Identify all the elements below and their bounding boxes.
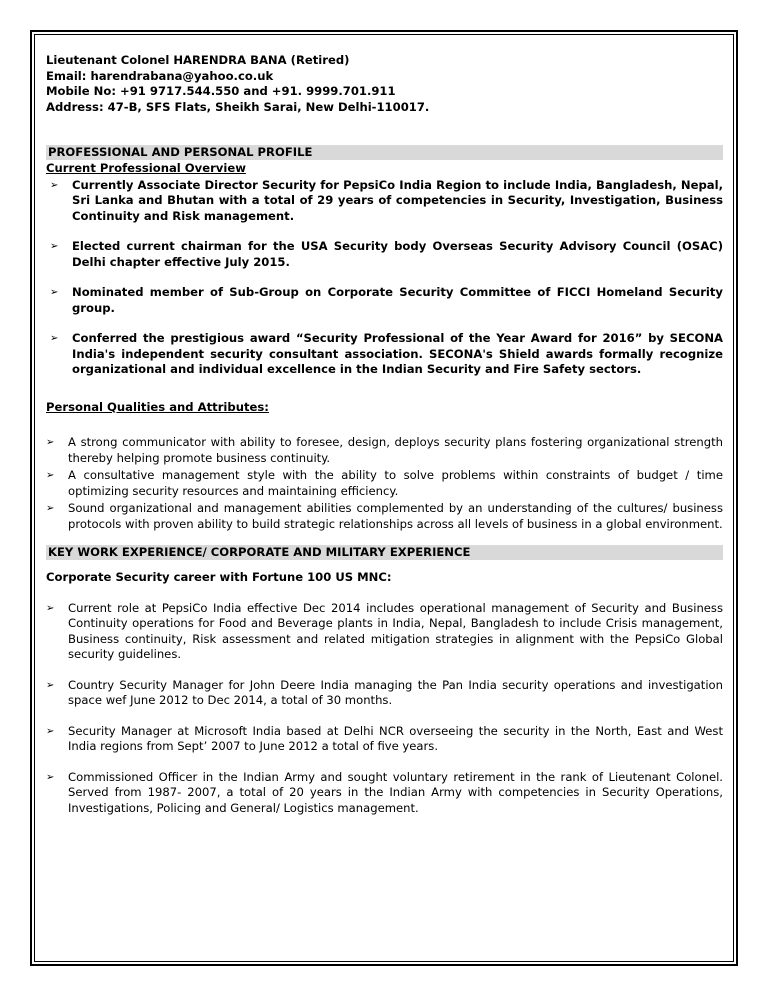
overview-list: [46, 178, 723, 378]
list-item-text: Currently Associate Director Security for PepsiCo India Region to include India, Bangladesh, Nepal, Sri Lanka and Bhutan with a total of 29 years of competencies in Security, Investigation, Business Continuity and Risk management.: [72, 177, 723, 223]
list-item-text: Security Manager at Microsoft India based at Delhi NCR overseeing the security in the North, East and West India regions from Sept’ 2007 to June 2012 a total of five years.: [68, 723, 723, 753]
profile-section-heading: PROFESSIONAL AND PERSONAL PROFILE: [46, 145, 723, 160]
list-item: [46, 468, 723, 499]
arrow-bullet-icon: ➢: [46, 503, 55, 514]
list-item: [46, 724, 723, 755]
list-item-text: Commissioned Officer in the Indian Army and sought voluntary retirement in the rank of Lieutenant Colonel. Served from 1987- 2007, a total of 20 years in the Indian Army with competencies in Security Operations, Investigations, Policing and General/ Logistics management.: [68, 769, 723, 815]
arrow-bullet-icon: ➢: [46, 602, 55, 614]
list-item: [46, 239, 723, 270]
list-item-text: Sound organizational and management abilities complemented by an understanding of the cultures/ business protocols with proven ability to build strategic relationships across all levels of business in a global environment.: [68, 501, 723, 531]
arrow-bullet-icon: ➢: [46, 470, 55, 481]
contact-header: [46, 53, 723, 115]
list-item-text: Nominated member of Sub-Group on Corporate Security Committee of FICCI Homeland Security group.: [72, 285, 723, 315]
experience-subtitle: Corporate Security career with Fortune 100 US MNC:: [46, 570, 392, 584]
arrow-bullet-icon: ➢: [50, 179, 59, 191]
list-item: [46, 501, 723, 532]
arrow-bullet-icon: ➢: [46, 771, 55, 783]
list-item: [46, 435, 723, 466]
list-item-text: A strong communicator with ability to foresee, design, deploys security plans fostering organizational strength thereby helping promote business continuity.: [68, 435, 723, 465]
experience-section-heading: KEY WORK EXPERIENCE/ CORPORATE AND MILITARY EXPERIENCE: [46, 545, 723, 560]
resume-document: [46, 53, 723, 816]
address-line: Address: 47-B, SFS Flats, Sheikh Sarai, New Delhi-110017.: [46, 99, 430, 114]
list-item: [46, 601, 723, 663]
list-item-text: A consultative management style with the ability to solve problems within constraints of budget / time optimizing security resources and maintaining efficiency.: [68, 468, 723, 498]
arrow-bullet-icon: ➢: [46, 725, 55, 737]
candidate-name: Lieutenant Colonel HARENDRA BANA (Retired): [46, 53, 350, 67]
arrow-bullet-icon: ➢: [46, 437, 55, 448]
list-item: [46, 331, 723, 378]
qualities-list: [46, 435, 723, 532]
list-item: [46, 770, 723, 817]
list-item-text: Conferred the prestigious award “Security Professional of the Year Award for 2016” by SECONA India's independent security consultant association. SECONA's Shield awards formally recognize organizational and individual excellence in the Indian Security and Fire Safety sectors.: [72, 331, 723, 376]
qualities-heading: Personal Qualities and Attributes:: [46, 399, 269, 414]
arrow-bullet-icon: ➢: [50, 287, 59, 298]
arrow-bullet-icon: ➢: [46, 679, 55, 691]
mobile-line: Mobile No: +91 9717.544.550 and +91. 9999.701.911: [46, 84, 396, 98]
arrow-bullet-icon: ➢: [50, 241, 59, 252]
email-line: Email: harendrabana@yahoo.co.uk: [46, 68, 274, 83]
list-item-text: Current role at PepsiCo India effective Dec 2014 includes operational management of Security and Business Continuity operations for Food and Beverage plants in India, Nepal, Bangladesh to include Crisis management, Business continuity, Risk assessment and related mitigation strategies in alignment with the PepsiCo Global security guidelines.: [68, 600, 723, 661]
list-item: [46, 285, 723, 316]
list-item-text: Country Security Manager for John Deere India managing the Pan India security operations and investigation space wef June 2012 to Dec 2014, a total of 30 months.: [68, 677, 723, 707]
arrow-bullet-icon: ➢: [50, 333, 59, 344]
list-item-text: Elected current chairman for the USA Security body Overseas Security Advisory Council (OSAC) Delhi chapter effective July 2015.: [72, 239, 723, 269]
overview-heading: Current Professional Overview: [46, 161, 246, 175]
list-item: [46, 178, 723, 225]
list-item: [46, 678, 723, 709]
experience-list: [46, 601, 723, 817]
